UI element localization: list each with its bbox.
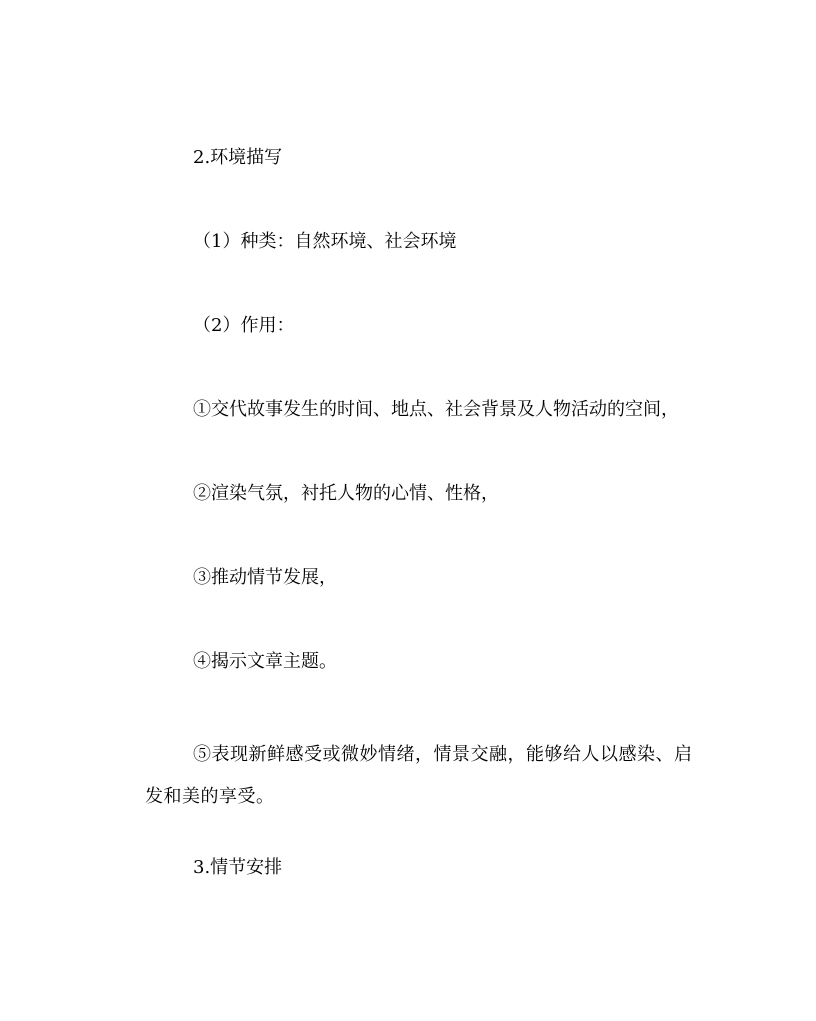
section-heading-plot: 3.情节安排 bbox=[193, 857, 283, 878]
list-item-4: ④揭示文章主题。 bbox=[193, 651, 337, 672]
section-heading-environment: 2.环境描写 bbox=[193, 147, 283, 168]
list-item-3: ③推动情节发展， bbox=[193, 567, 337, 588]
list-item-1: ①交代故事发生的时间、地点、社会背景及人物活动的空间， bbox=[193, 399, 679, 420]
list-item-5: ⑤表现新鲜感受或微妙情绪，情景交融，能够给人以感染、启发和美的享受。 bbox=[145, 744, 693, 807]
paragraph-function-heading: （2）作用： bbox=[193, 315, 295, 336]
paragraph-types: （1）种类：自然环境、社会环境 bbox=[193, 231, 457, 252]
list-item-2: ②渲染气氛，衬托人物的心情、性格， bbox=[193, 483, 499, 504]
